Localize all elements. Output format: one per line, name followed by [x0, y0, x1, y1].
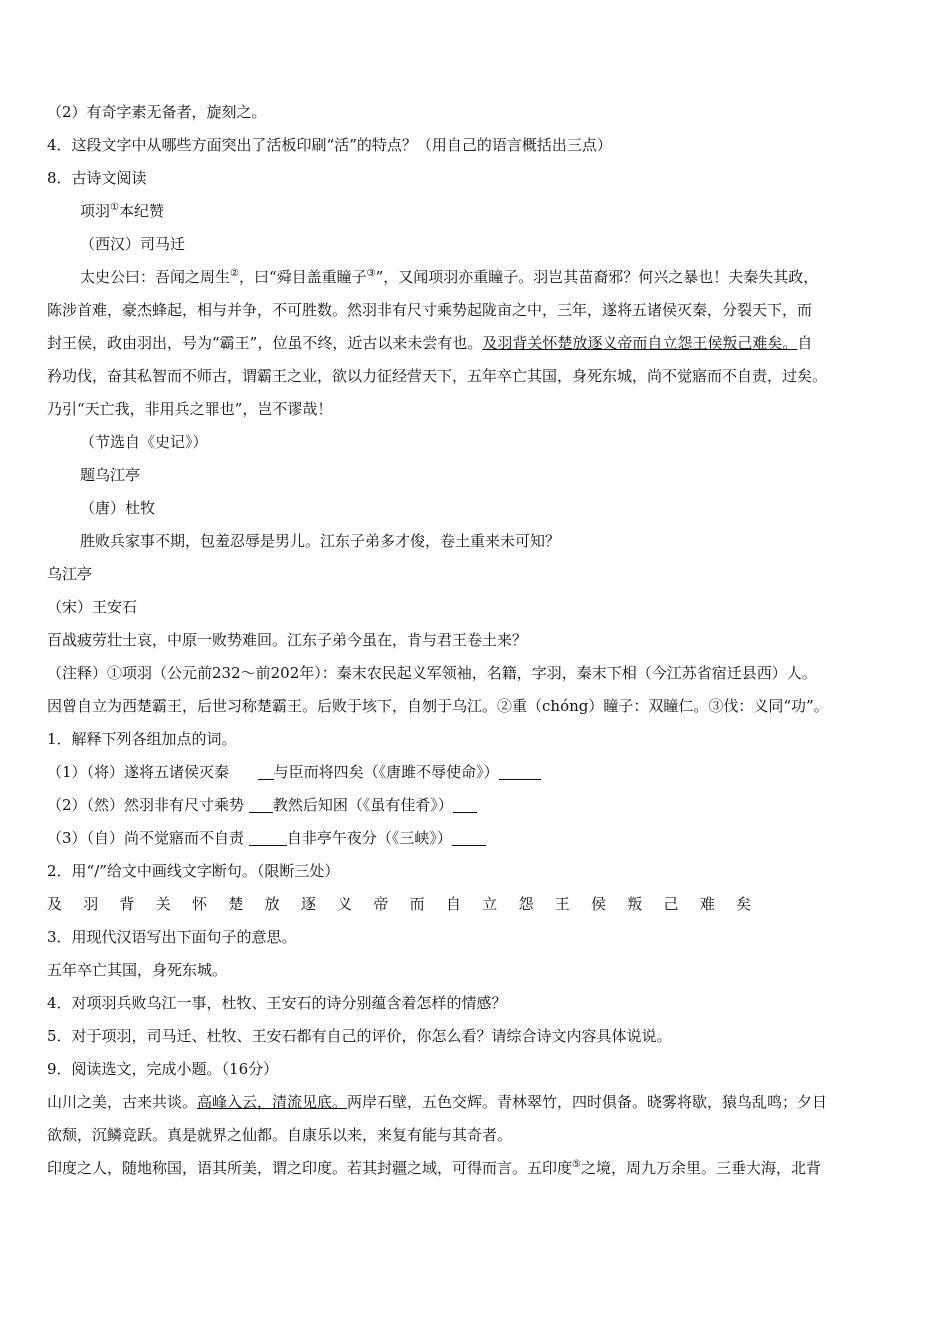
text-line: 欲颓，沉鳞竞跃。真是就界之仙都。自康乐以来，来复有能与其奇者。 — [47, 1126, 513, 1144]
answer-blank[interactable] — [249, 796, 273, 813]
underlined-sentence: 及羽背关怀楚放逐义帝而自立怨王侯叛己难矣。 — [482, 334, 798, 352]
poem-title: 项羽①本纪赞 — [80, 202, 164, 220]
text-line: 太史公曰：吾闻之周生②，曰“舜目盖重瞳子③”，又闻项羽亦重瞳子。羽岂其苗裔邪？何兴之暴也！夫秦失其政， — [80, 268, 819, 286]
question-line: 4．这段文字中从哪些方面突出了活板印刷“活”的特点？（用自己的语言概括出三点） — [47, 136, 612, 154]
document-page — [47, 96, 912, 1185]
text-line: 陈涉首难，豪杰蜂起，相与并争，不可胜数。然羽非有尺寸乘势起陇亩之中，三年，遂将五诸侯灭秦，分裂天下，而 — [47, 301, 813, 319]
answer-blank[interactable] — [249, 829, 287, 846]
section-heading: 9．阅读选文，完成小题。（16分） — [47, 1060, 279, 1078]
spaced-text: 及 羽 背 关 怀 楚 放 逐 义 帝 而 自 立 怨 王 侯 叛 己 难 矣 — [47, 895, 760, 913]
poem-text: 百战疲劳壮士哀，中原一败势难回。江东子弟今虽在，肯与君王卷土来？ — [47, 631, 528, 649]
question-line: 1．解释下列各组加点的词。 — [47, 730, 237, 748]
author-line: （唐）杜牧 — [80, 499, 156, 517]
poem-title: 乌江亭 — [47, 565, 93, 583]
note-line: （注释）①项羽（公元前232～前202年）：秦末农民起义军领袖，名籍，字羽，秦末下相（今江苏省宿迁县西）人。 — [47, 664, 817, 682]
text-line: 封王侯，政由羽出，号为“霸王”，位虽不终，近古以来未尝有也。及羽背关怀楚放逐义帝而自立怨王侯叛己难矣。自 — [47, 334, 813, 352]
author-line: （西汉）司马迁 — [80, 235, 186, 253]
text-line: 山川之美，古来共谈。高峰入云，清流见底。两岸石壁，五色交辉。青林翠竹，四时俱备。晓雾将歇，猿鸟乱鸣；夕日 — [47, 1093, 828, 1111]
footnote-mark: ② — [230, 268, 239, 279]
section-heading: 8．古诗文阅读 — [47, 169, 147, 187]
answer-blank[interactable] — [453, 796, 477, 813]
text-line: 乃引“天亡我，非用兵之罪也”，岂不谬哉！ — [47, 400, 333, 418]
text-line: 矜功伐，奋其私智而不师古，谓霸王之业，欲以力征经营天下，五年卒亡其国，身死东城，尚不觉寤而不自责，过矣。 — [47, 367, 828, 385]
footnote-mark: ⑤ — [572, 1159, 581, 1170]
answer-blank[interactable] — [499, 763, 541, 780]
question-line: 2．用“/”给文中画线文字断句。（限断三处） — [47, 862, 340, 880]
question-item: （1）（将）遂将五诸侯灭秦 与臣而将四矣（《唐雎不辱使命》） — [47, 756, 912, 789]
poem-title: 题乌江亭 — [80, 466, 141, 484]
question-line: 3．用现代汉语写出下面句子的意思。 — [47, 928, 297, 946]
underlined-sentence: 高峰入云，清流见底。 — [197, 1093, 348, 1111]
text-line: 印度之人，随地称国，语其所美，谓之印度。若其封疆之域，可得而言。五印度⑤之境，周九万余里。三垂大海，北背 — [47, 1159, 821, 1177]
poem-text: 胜败兵家事不期，包羞忍辱是男儿。江东子弟多才俊，卷土重来未可知？ — [80, 532, 561, 550]
question-line: 4．对项羽兵败乌江一事，杜牧、王安石的诗分别蕴含着怎样的情感？ — [47, 994, 507, 1012]
note-line: 因曾自立为西楚霸王，后世习称楚霸王。后败于垓下，自刎于乌江。②重（chóng）瞳子：双瞳仁。③伐：义同“功”。 — [47, 697, 829, 715]
author-line: （宋）王安石 — [47, 598, 138, 616]
source-line: （节选自《史记》） — [80, 433, 208, 451]
question-item: （2）（然）然羽非有尺寸乘势 教然后知困（《虽有佳肴》） — [47, 789, 912, 822]
question-item: （3）（自）尚不觉寤而不自责 自非亭午夜分（《三峡》） — [47, 822, 912, 855]
footnote-mark: ① — [110, 202, 119, 213]
question-line: 5．对于项羽，司马迁、杜牧、王安石都有自己的评价，你怎么看？请综合诗文内容具体说说。 — [47, 1027, 672, 1045]
text-line: 五年卒亡其国，身死东城。 — [47, 961, 228, 979]
text-line: （2）有奇字素无备者，旋刻之。 — [47, 103, 267, 121]
answer-blank[interactable] — [452, 829, 486, 846]
answer-blank[interactable] — [258, 763, 274, 780]
footnote-mark: ③ — [366, 268, 376, 279]
